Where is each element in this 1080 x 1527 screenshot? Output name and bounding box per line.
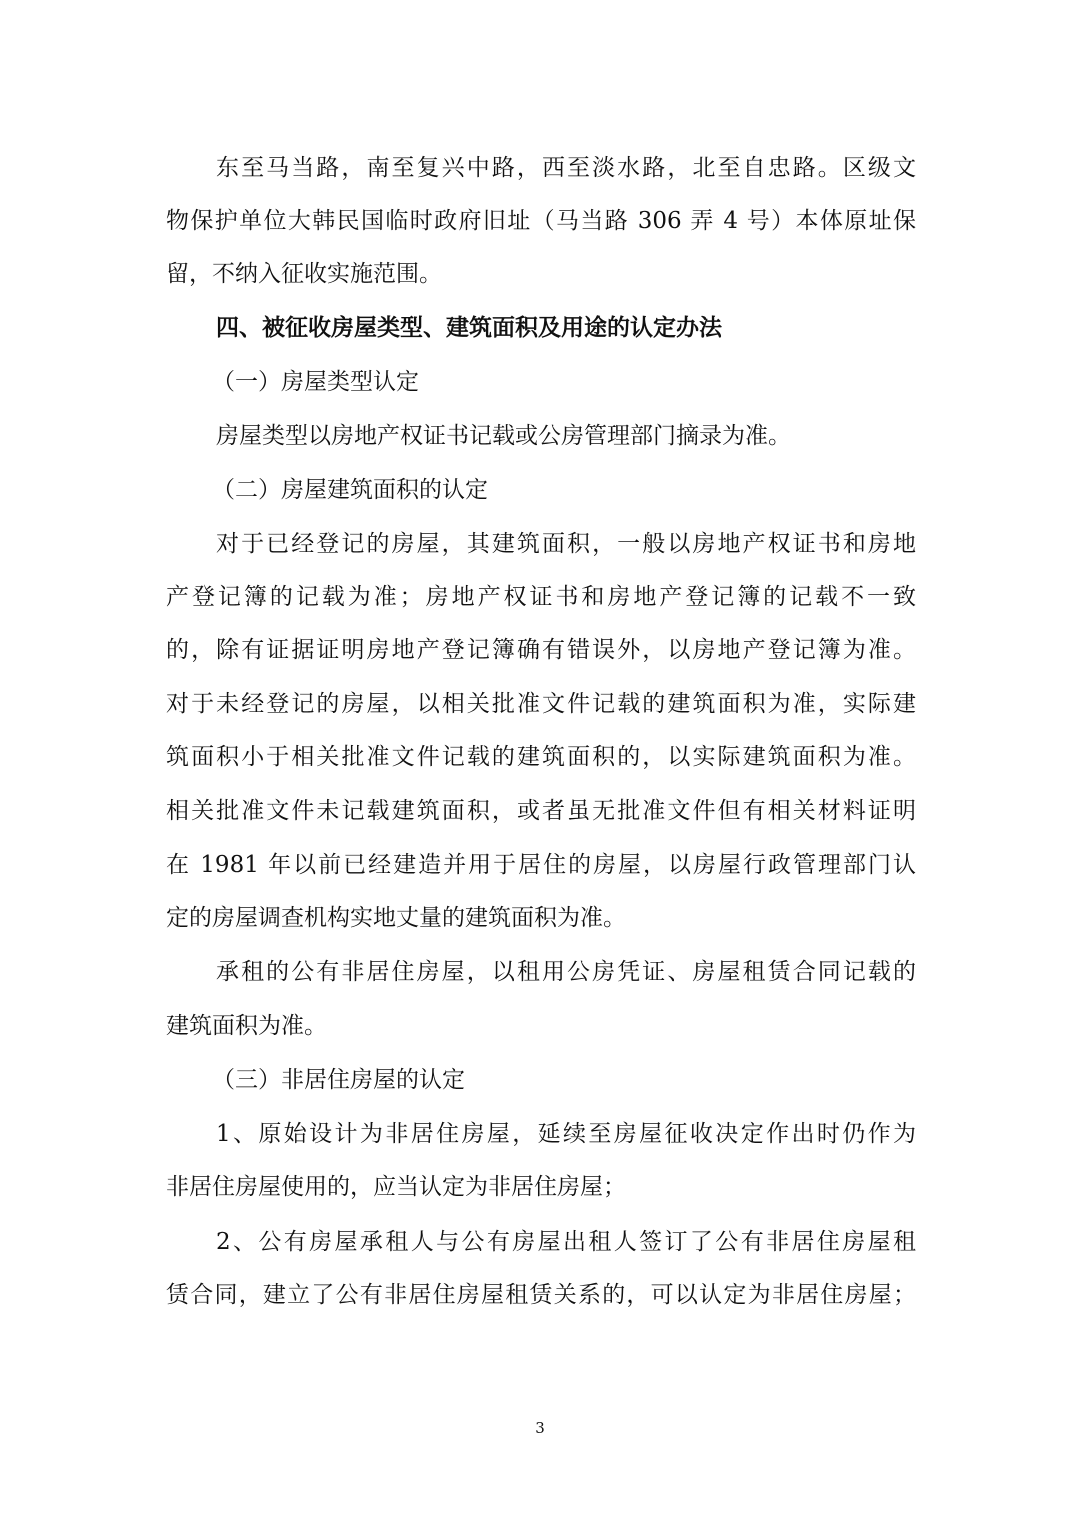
list-item-2-line-2: 赁合同，建立了公有非居住房屋租赁关系的，可以认定为非居住房屋；: [166, 1282, 916, 1308]
paragraph-floor-area-line-2: 产登记簿的记载为准；房地产权证书和房地产登记簿的记载不一致: [166, 584, 916, 610]
paragraph-floor-area-line-3: 的，除有证据证明房地产登记簿确有错误外，以房地产登记簿为准。: [166, 637, 916, 663]
paragraph-floor-area-line-1: 对于已经登记的房屋，其建筑面积，一般以房地产权证书和房地: [216, 531, 916, 557]
paragraph-floor-area-line-5: 筑面积小于相关批准文件记载的建筑面积的，以实际建筑面积为准。: [166, 744, 916, 770]
paragraph-leased-line-2: 建筑面积为准。: [166, 1013, 327, 1039]
paragraph-house-type: 房屋类型以房地产权证书记载或公房管理部门摘录为准。: [216, 423, 791, 449]
paragraph-floor-area-line-4: 对于未经登记的房屋，以相关批准文件记载的建筑面积为准，实际建: [166, 691, 916, 717]
paragraph-line-boundary-1: 东至马当路，南至复兴中路，西至淡水路，北至自忠路。区级文: [216, 155, 916, 181]
subsection-heading-house-type: （一）房屋类型认定: [212, 369, 419, 395]
section-heading-4: 四、被征收房屋类型、建筑面积及用途的认定办法: [216, 314, 722, 341]
page-number: 3: [535, 1419, 545, 1437]
subsection-heading-non-residential: （三）非居住房屋的认定: [212, 1067, 465, 1093]
paragraph-floor-area-line-6: 相关批准文件未记载建筑面积，或者虽无批准文件但有相关材料证明: [166, 798, 916, 824]
paragraph-leased-line-1: 承租的公有非居住房屋，以租用公房凭证、房屋租赁合同记载的: [216, 959, 916, 985]
paragraph-line-boundary-3: 留，不纳入征收实施范围。: [166, 261, 442, 287]
paragraph-floor-area-line-8: 定的房屋调查机构实地丈量的建筑面积为准。: [166, 905, 626, 931]
subsection-heading-floor-area: （二）房屋建筑面积的认定: [212, 477, 488, 503]
list-item-1-line-1: 1、原始设计为非居住房屋，延续至房屋征收决定作出时仍作为: [216, 1121, 916, 1147]
paragraph-floor-area-line-7: 在 1981 年以前已经建造并用于居住的房屋，以房屋行政管理部门认: [166, 852, 916, 878]
paragraph-line-boundary-2: 物保护单位大韩民国临时政府旧址（马当路 306 弄 4 号）本体原址保: [166, 208, 916, 234]
list-item-1-line-2: 非居住房屋使用的，应当认定为非居住房屋；: [166, 1174, 626, 1200]
list-item-2-line-1: 2、公有房屋承租人与公有房屋出租人签订了公有非居住房屋租: [216, 1229, 916, 1255]
